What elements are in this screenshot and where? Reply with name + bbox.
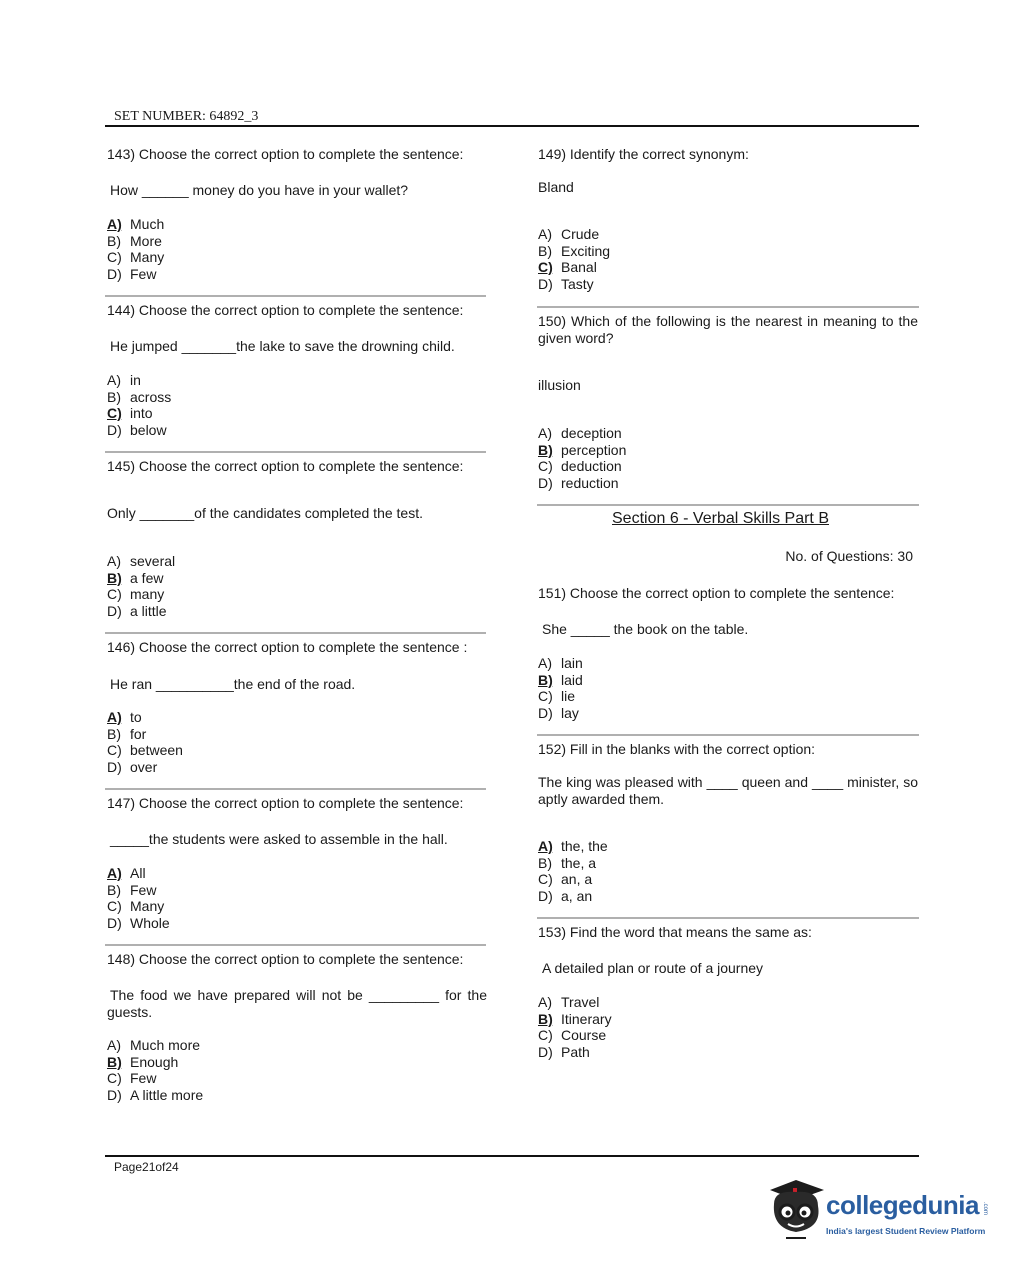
answer-key: A) [107, 709, 122, 725]
question-title: 149) Identify the correct synonym: [538, 146, 749, 162]
options-list [107, 865, 170, 931]
option: B) Enough [107, 1053, 179, 1070]
answer-key: B) [107, 1053, 122, 1070]
option: B) Exciting [538, 242, 611, 259]
question-separator [537, 306, 919, 308]
answer-key: B) [538, 441, 553, 458]
question-sentence: She _____ the book on the table. [542, 621, 749, 637]
option: D) Few [107, 265, 157, 282]
option: C) lie [538, 688, 576, 704]
question-title: 152) Fill in the blanks with the correct option: [538, 741, 816, 757]
collegedunia-mascot-icon [766, 1176, 828, 1248]
option: B) for [107, 725, 147, 742]
page-number: Page21of24 [114, 1160, 179, 1174]
option: B) laid [538, 671, 583, 688]
logo-wordmark: collegedunia [826, 1190, 979, 1220]
answer-key: A) [538, 838, 553, 854]
question-title: 151) Choose the correct option to complete the sentence: [538, 585, 895, 601]
options-list [107, 216, 164, 282]
option: B) More [107, 232, 162, 249]
option: A) several [107, 553, 176, 569]
question-sentence: He ran __________the end of the road. [110, 676, 356, 692]
option: D) A little more [107, 1086, 204, 1103]
question-separator [105, 451, 486, 453]
option: C) Many [107, 898, 165, 914]
question-sentence: The king was pleased with ____ queen and ____ minister, so aptly awarded them. [538, 774, 918, 807]
option: C) Many [107, 249, 165, 265]
question-count: No. of Questions: 30 [785, 548, 913, 564]
options-list [538, 226, 610, 292]
option: C) many [107, 586, 165, 602]
option: B) a few [107, 569, 164, 586]
question-title: 150) Which of the following is the nearest in meaning to the given word? [538, 313, 918, 346]
answer-key: C) [107, 405, 122, 421]
option: A) the, the [538, 838, 608, 854]
option: B) across [107, 388, 172, 405]
option: D) below [107, 421, 167, 438]
question-sentence: Only _______of the candidates completed the test. [107, 505, 423, 521]
option: D) over [107, 758, 158, 775]
question-title: 148) Choose the correct option to complete the sentence: [107, 951, 464, 967]
question-title: 145) Choose the correct option to complete the sentence: [107, 458, 464, 474]
options-list [107, 372, 171, 438]
option: B) the, a [538, 854, 597, 871]
option: A) Travel [538, 994, 600, 1010]
question-sentence: He jumped _______the lake to save the drowning child. [110, 338, 455, 354]
option: D) a little [107, 602, 167, 619]
options-list [538, 838, 608, 904]
question-title: 147) Choose the correct option to complete the sentence: [107, 795, 464, 811]
option: C) between [107, 742, 183, 758]
question-title: 153) Find the word that means the same as: [538, 924, 812, 940]
option: D) Tasty [538, 275, 594, 292]
option: C) Banal [538, 259, 597, 275]
answer-key: A) [107, 865, 122, 881]
question-separator [105, 788, 486, 790]
option: A) deception [538, 425, 622, 441]
options-list [107, 709, 183, 775]
option: A) All [107, 865, 146, 881]
option: A) lain [538, 655, 583, 671]
question-separator [105, 632, 486, 634]
options-list [538, 655, 583, 721]
answer-key: B) [538, 1010, 553, 1027]
option: A) to [107, 709, 142, 725]
question-separator [537, 504, 919, 506]
footer-rule [105, 1155, 919, 1157]
question-sentence: _____the students were asked to assemble in the hall. [110, 831, 448, 847]
answer-key: B) [107, 569, 122, 586]
question-title: 144) Choose the correct option to complete the sentence: [107, 302, 464, 318]
set-number: SET NUMBER: 64892_3 [114, 109, 259, 124]
question-sentence: A detailed plan or route of a journey [542, 960, 764, 976]
answer-key: A) [107, 216, 122, 232]
option: A) Much more [107, 1037, 201, 1053]
question-sentence: illusion [538, 377, 581, 393]
option: D) reduction [538, 474, 619, 491]
question-separator [537, 917, 919, 919]
option: C) Few [107, 1070, 157, 1086]
section-title: Section 6 - Verbal Skills Part B [612, 510, 829, 527]
option: B) Itinerary [538, 1010, 612, 1027]
logo-suffix: .com [982, 1202, 988, 1216]
option: D) Path [538, 1043, 590, 1060]
question-separator [105, 944, 486, 946]
answer-key: C) [538, 259, 553, 275]
option: D) lay [538, 704, 579, 721]
question-sentence: The food we have prepared will not be _________ for the guests. [107, 987, 487, 1020]
option: A) Much [107, 216, 165, 232]
option: A) Crude [538, 226, 600, 242]
logo-tagline: India's largest Student Review Platform [826, 1226, 986, 1236]
question-sentence: Bland [538, 179, 574, 195]
option: B) perception [538, 441, 627, 458]
option: D) Whole [107, 914, 170, 931]
question-title: 143) Choose the correct option to complete the sentence: [107, 146, 464, 162]
options-list [107, 1037, 203, 1103]
answer-key: B) [538, 671, 553, 688]
options-list [538, 994, 612, 1060]
option: A) in [107, 372, 141, 388]
option: C) an, a [538, 871, 593, 887]
question-sentence: How ______ money do you have in your wallet? [110, 182, 409, 198]
options-list [538, 425, 626, 491]
header-rule [105, 125, 919, 127]
question-title: 146) Choose the correct option to complete the sentence : [107, 639, 468, 655]
option: C) deduction [538, 458, 622, 474]
option: C) into [107, 405, 153, 421]
option: C) Course [538, 1027, 607, 1043]
question-separator [537, 734, 919, 736]
question-separator [105, 295, 486, 297]
option: B) Few [107, 881, 157, 898]
options-list [107, 553, 175, 619]
option: D) a, an [538, 887, 593, 904]
